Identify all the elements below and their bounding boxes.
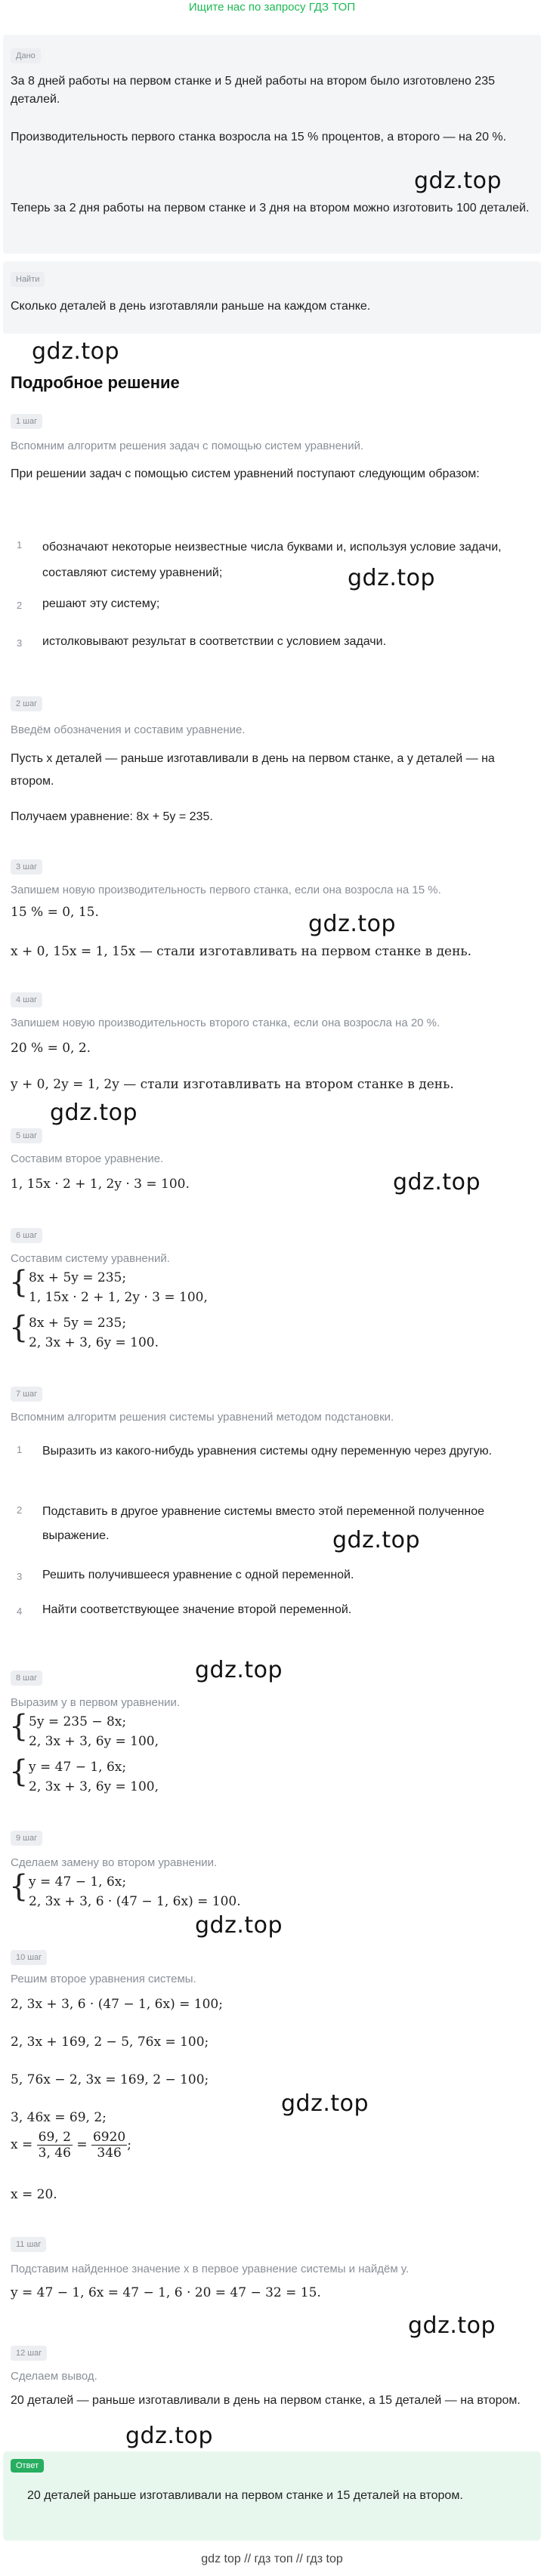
step-11-math: y = 47 − 1, 6x = 47 − 1, 6 · 20 = 47 − 32 = 15. bbox=[11, 2285, 321, 2300]
step-10-note: Решим второе уравнения системы. bbox=[11, 1973, 196, 1985]
step-12-text: 20 деталей — раньше изготавливали в день на первом станке, а 15 деталей — на втором. bbox=[11, 2394, 521, 2407]
step-10-line-1: 2, 3x + 3, 6 · (47 − 1, 6x) = 100; bbox=[11, 1997, 223, 2012]
system-line: y = 47 − 1, 6x; bbox=[29, 1760, 127, 1775]
step-11-tag: 11 шаг bbox=[11, 2237, 46, 2252]
step-10-line-2: 2, 3x + 169, 2 − 5, 76x = 100; bbox=[11, 2035, 209, 2050]
given-tag: Дано bbox=[11, 48, 41, 63]
system-line: 2, 3x + 3, 6y = 100. bbox=[29, 1335, 159, 1350]
step-10-line-4: 3, 46x = 69, 2; bbox=[11, 2110, 107, 2125]
list-number: 3 bbox=[17, 637, 23, 649]
list-number: 2 bbox=[17, 600, 23, 611]
watermark: gdz.top bbox=[32, 338, 120, 365]
fraction bbox=[37, 2130, 73, 2161]
watermark: gdz.top bbox=[195, 1657, 283, 1683]
system-line: 2, 3x + 3, 6y = 100, bbox=[29, 1779, 159, 1794]
list-item: истолковывают результат в соответствии с условием задачи. bbox=[42, 635, 387, 648]
watermark: gdz.top bbox=[332, 1527, 421, 1553]
list-item: Решить получившееся уравнение с одной переменной. bbox=[42, 1569, 354, 1581]
list-number: 1 bbox=[17, 539, 23, 551]
step-2-tag: 2 шаг bbox=[11, 696, 42, 711]
given-text-1: За 8 дней работы на первом станке и 5 дней работы на втором было изготовлено 235 деталей. bbox=[11, 75, 495, 106]
step-8-tag: 8 шаг bbox=[11, 1671, 42, 1686]
step-4-math-1: 20 % = 0, 2. bbox=[11, 1041, 91, 1056]
step-11-note: Подставим найденное значение x в первое уравнение системы и найдём y. bbox=[11, 2263, 410, 2275]
system-brace: { bbox=[9, 1265, 29, 1300]
system-brace: { bbox=[9, 1754, 29, 1789]
list-item: Подставить в другое уравнение системы вместо этой переменной полученное выражение. bbox=[42, 1505, 485, 1542]
step-2-equation: Получаем уравнение: 8x + 5y = 235. bbox=[11, 810, 213, 823]
step-9-note: Сделаем замену во втором уравнении. bbox=[11, 1856, 218, 1869]
list-number: 2 bbox=[17, 1504, 23, 1516]
step-3-tag: 3 шаг bbox=[11, 859, 42, 875]
step-1-tag: 1 шаг bbox=[11, 414, 42, 429]
step-12-tag: 12 шаг bbox=[11, 2346, 47, 2361]
footer-links[interactable]: gdz top // гдз топ // гдз top bbox=[201, 2553, 343, 2565]
list-item: Найти соответствующее значение второй переменной. bbox=[42, 1603, 352, 1616]
watermark: gdz.top bbox=[393, 1169, 481, 1195]
answer-tag: Ответ bbox=[11, 2459, 44, 2473]
system-line: 1, 15x · 2 + 1, 2y · 3 = 100, bbox=[29, 1290, 208, 1305]
step-12-note: Сделаем вывод. bbox=[11, 2370, 97, 2383]
system-brace: { bbox=[9, 1310, 29, 1345]
step-2-note: Введём обозначения и составим уравнение. bbox=[11, 723, 246, 736]
equals-sign: = bbox=[76, 2137, 91, 2152]
watermark: gdz.top bbox=[408, 2312, 496, 2339]
system-brace: { bbox=[9, 1709, 29, 1744]
system-line: 5y = 235 − 8x; bbox=[29, 1714, 127, 1729]
fraction-lhs: x = bbox=[11, 2137, 33, 2152]
top-banner[interactable]: Ищите нас по запросу ГДЗ ТОП bbox=[188, 1, 356, 14]
step-3-math-2: x + 0, 15x = 1, 15x — стали изготавливать на первом станке в день. bbox=[11, 944, 472, 959]
watermark: gdz.top bbox=[281, 2090, 369, 2117]
step-10-line-3: 5, 76x − 2, 3x = 169, 2 − 100; bbox=[11, 2072, 209, 2087]
system-line: 8x + 5y = 235; bbox=[29, 1270, 127, 1285]
watermark: gdz.top bbox=[50, 1100, 138, 1126]
step-1-note: Вспомним алгоритм решения задач с помощью систем уравнений. bbox=[11, 440, 364, 452]
watermark: gdz.top bbox=[308, 911, 397, 937]
step-3-math-1: 15 % = 0, 15. bbox=[11, 905, 99, 920]
list-item: решают эту систему; bbox=[42, 597, 160, 610]
watermark: gdz.top bbox=[125, 2423, 214, 2449]
list-item: Выразить из какого-нибудь уравнения системы одну переменную через другую. bbox=[42, 1445, 493, 1458]
list-number: 3 bbox=[17, 1571, 23, 1582]
step-5-note: Составим второе уравнение. bbox=[11, 1152, 164, 1165]
list-number: 1 bbox=[17, 1444, 23, 1455]
watermark: gdz.top bbox=[348, 565, 436, 591]
system-line: 8x + 5y = 235; bbox=[29, 1316, 127, 1331]
given-text-3: Теперь за 2 дня работы на первом станке и 3 дня на втором можно изготовить 100 деталей. bbox=[11, 202, 530, 214]
step-3-note: Запишем новую производительность первого станка, если она возросла на 15 %. bbox=[11, 884, 441, 896]
step-4-note: Запишем новую производительность второго станка, если она возросла на 20 %. bbox=[11, 1017, 440, 1029]
step-7-note: Вспомним алгоритм решения системы уравнений методом подстановки. bbox=[11, 1411, 394, 1424]
system-brace: { bbox=[9, 1869, 29, 1904]
fraction-separator: ; bbox=[127, 2137, 131, 2152]
watermark: gdz.top bbox=[195, 1912, 283, 1939]
find-tag: Найти bbox=[11, 272, 45, 287]
list-number: 4 bbox=[17, 1606, 23, 1617]
list-item: обозначают некоторые неизвестные числа буквами и, используя условие задачи, составляют систему уравнений; bbox=[42, 541, 502, 579]
answer-text: 20 деталей раньше изготавливали на первом станке и 15 деталей на втором. bbox=[27, 2489, 463, 2502]
find-text: Сколько деталей в день изготавляли раньше на каждом станке. bbox=[11, 300, 371, 313]
step-6-tag: 6 шаг bbox=[11, 1228, 42, 1243]
step-2-text: Пусть x деталей — раньше изготавливали в день на первом станке, а y деталей — на втором. bbox=[11, 752, 495, 788]
watermark: gdz.top bbox=[414, 168, 502, 194]
step-5-tag: 5 шаг bbox=[11, 1128, 42, 1143]
step-10-fraction-line bbox=[11, 2130, 131, 2161]
step-1-intro: При решении задач с помощью систем уравнений поступают следующим образом: bbox=[11, 467, 480, 480]
fraction bbox=[91, 2130, 127, 2161]
fraction-denominator: 3, 46 bbox=[38, 2146, 71, 2161]
step-10-tag: 10 шаг bbox=[11, 1950, 47, 1965]
system-line: 2, 3x + 3, 6y = 100, bbox=[29, 1734, 159, 1749]
system-line: 2, 3x + 3, 6 · (47 − 1, 6x) = 100. bbox=[29, 1894, 241, 1909]
given-text-2: Производительность первого станка возросла на 15 % процентов, а второго — на 20 %. bbox=[11, 131, 507, 143]
fraction-numerator: 69, 2 bbox=[38, 2130, 71, 2145]
step-8-note: Выразим y в первом уравнении. bbox=[11, 1696, 181, 1709]
solution-title: Подробное решение bbox=[11, 373, 180, 392]
step-4-math-2: y + 0, 2y = 1, 2y — стали изготавливать на втором станке в день. bbox=[11, 1077, 454, 1092]
step-5-math: 1, 15x · 2 + 1, 2y · 3 = 100. bbox=[11, 1177, 190, 1192]
system-line: y = 47 − 1, 6x; bbox=[29, 1874, 127, 1890]
step-9-tag: 9 шаг bbox=[11, 1831, 42, 1846]
fraction-denominator: 346 bbox=[97, 2146, 122, 2161]
step-7-tag: 7 шаг bbox=[11, 1387, 42, 1402]
step-4-tag: 4 шаг bbox=[11, 992, 42, 1007]
step-10-result: x = 20. bbox=[11, 2187, 57, 2202]
step-6-note: Составим систему уравнений. bbox=[11, 1252, 170, 1265]
fraction-numerator: 6920 bbox=[92, 2130, 126, 2145]
